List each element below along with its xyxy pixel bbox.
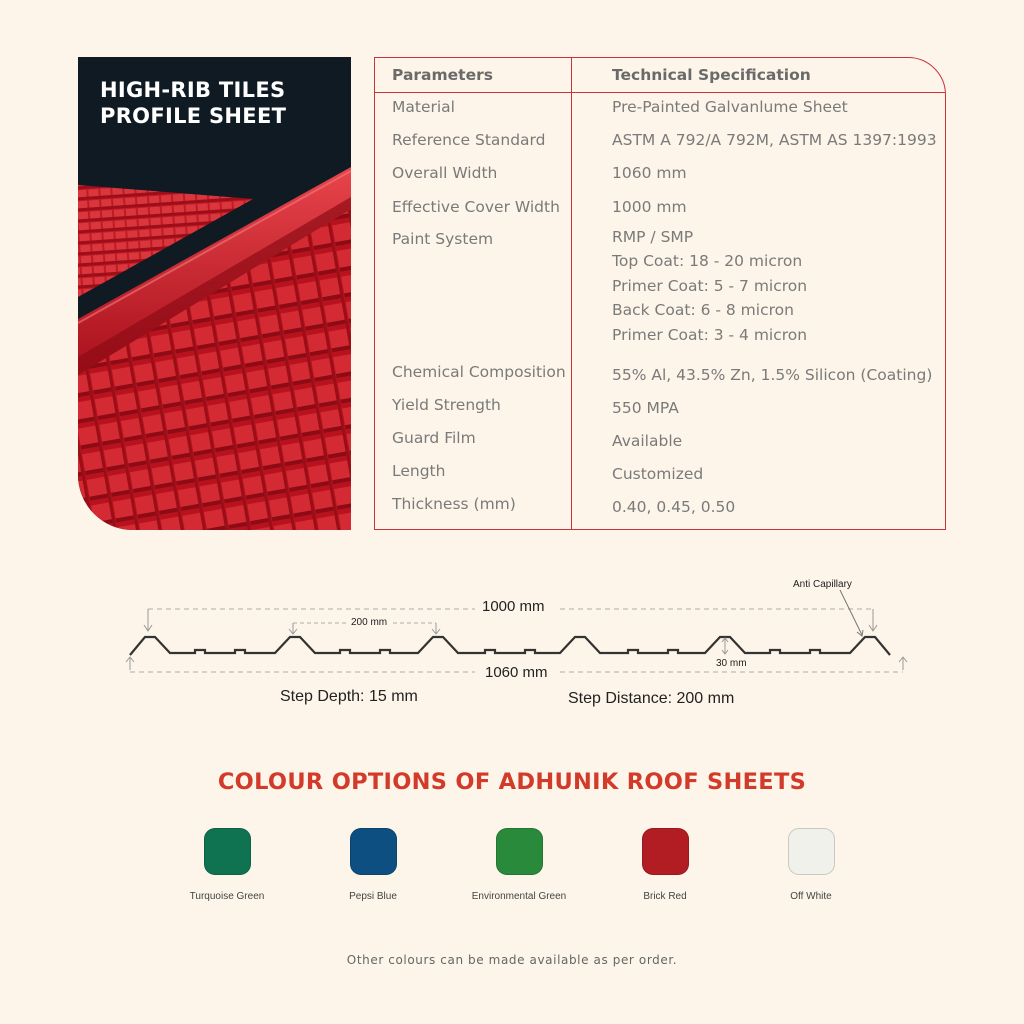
column-divider <box>571 58 572 529</box>
label-30-mm: 30 mm <box>716 658 747 669</box>
value-guard-film: Available <box>612 432 683 450</box>
swatch-environmental-green <box>496 828 543 875</box>
value-chemical-composition: 55% Al, 43.5% Zn, 1.5% Silicon (Coating) <box>612 366 933 384</box>
swatch-pepsi-blue <box>350 828 397 875</box>
label-anti-capillary: Anti Capillary <box>793 579 852 590</box>
parameter-thickness: Thickness (mm) <box>392 495 516 513</box>
colour-option-brick-red <box>585 828 745 902</box>
technical-specification-header: Technical Specification <box>612 66 811 84</box>
swatch-label: Pepsi Blue <box>349 891 397 902</box>
product-image-panel <box>78 57 351 530</box>
product-title <box>100 77 286 129</box>
profile-diagram <box>120 575 920 715</box>
parameter-reference-standard: Reference Standard <box>392 131 546 149</box>
value-yield-strength: 550 MPA <box>612 399 679 417</box>
spec-table <box>374 57 946 530</box>
parameter-yield-strength: Yield Strength <box>392 396 501 414</box>
value-reference-standard: ASTM A 792/A 792M, ASTM AS 1397:1993 <box>612 131 937 149</box>
parameter-material: Material <box>392 98 455 116</box>
value-paint-system-line-4: Back Coat: 6 - 8 micron <box>612 301 794 319</box>
value-length: Customized <box>612 465 704 483</box>
profile-cross-section <box>120 575 920 715</box>
swatch-label: Turquoise Green <box>189 891 265 902</box>
value-paint-system-line-1: RMP / SMP <box>612 228 694 246</box>
colour-option-off-white <box>731 828 891 902</box>
label-1000-mm: 1000 mm <box>482 598 545 615</box>
footer-note: Other colours can be made available as per order. <box>346 953 678 967</box>
step-distance-label: Step Distance: 200 mm <box>568 690 735 707</box>
value-effective-cover-width: 1000 mm <box>612 198 687 216</box>
parameter-paint-system: Paint System <box>392 230 494 248</box>
product-title-line-1: HIGH-RIB TILES <box>100 78 286 102</box>
header-divider <box>375 92 945 93</box>
swatch-brick-red <box>642 828 689 875</box>
parameters-header: Parameters <box>392 66 493 84</box>
value-thickness: 0.40, 0.45, 0.50 <box>612 498 736 516</box>
swatch-off-white <box>788 828 835 875</box>
swatch-label: Brick Red <box>643 891 687 902</box>
value-overall-width: 1060 mm <box>612 164 687 182</box>
parameter-effective-cover-width: Effective Cover Width <box>392 198 560 216</box>
colour-option-turquoise-green <box>147 828 307 902</box>
parameter-overall-width: Overall Width <box>392 164 498 182</box>
label-200-mm: 200 mm <box>351 617 388 628</box>
product-title-line-2: PROFILE SHEET <box>100 104 287 128</box>
colour-option-environmental-green <box>439 828 599 902</box>
value-paint-system-line-3: Primer Coat: 5 - 7 micron <box>612 277 808 295</box>
colour-option-pepsi-blue <box>293 828 453 902</box>
swatch-label: Environmental Green <box>471 891 567 902</box>
parameter-guard-film: Guard Film <box>392 429 476 447</box>
swatch-turquoise-green <box>204 828 251 875</box>
colour-options-heading: COLOUR OPTIONS OF ADHUNIK ROOF SHEETS <box>217 769 807 795</box>
label-1060-mm: 1060 mm <box>485 664 548 681</box>
value-paint-system-line-2: Top Coat: 18 - 20 micron <box>612 252 803 270</box>
parameter-length: Length <box>392 462 446 480</box>
step-depth-label: Step Depth: 15 mm <box>280 688 418 705</box>
value-paint-system-line-5: Primer Coat: 3 - 4 micron <box>612 326 808 344</box>
swatch-label: Off White <box>790 891 832 902</box>
parameter-chemical-composition: Chemical Composition <box>392 363 566 381</box>
value-material: Pre-Painted Galvanlume Sheet <box>612 98 848 116</box>
